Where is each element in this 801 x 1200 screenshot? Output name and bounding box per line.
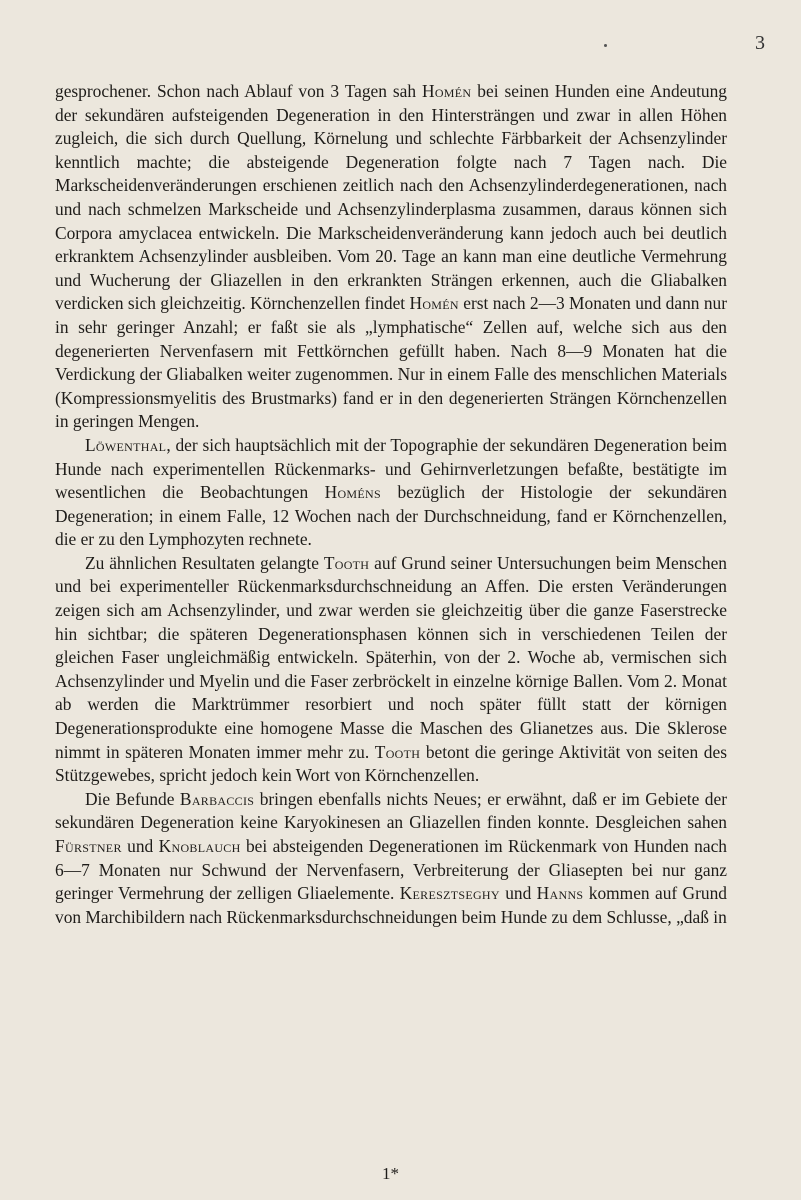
author-name: Homéns — [324, 482, 381, 503]
paragraph — [55, 552, 727, 788]
paragraph — [55, 434, 727, 552]
text-run: , der sich hauptsächlich mit der Topographie der sekundären Degeneration beim Hunde nach experimentellen Rückenmarks- und Gehirnverletzungen befaßte, bestätigte im wesentlichen die Beobachtungen — [55, 434, 727, 503]
text-run: und — [121, 836, 159, 856]
text-run: kommen auf Grund von Marchibildern nach Rückenmarksdurchschneidungen beim Hunde zu dem Schlusse, „daß in — [55, 883, 727, 927]
author-name: Fürstner — [55, 836, 122, 856]
paragraph — [55, 788, 727, 930]
author-name: Keresztseghy — [399, 883, 500, 904]
author-name: Tooth — [323, 552, 370, 573]
page-number: 3 — [755, 32, 765, 54]
text-run: und — [499, 883, 537, 904]
text-run: gesprochener. Schon nach Ablauf von 3 Tagen sah — [55, 81, 422, 101]
author-name: Homén — [421, 81, 472, 101]
body-text — [55, 80, 727, 929]
author-name: Knoblauch — [158, 836, 241, 856]
author-name: Tooth — [374, 741, 421, 762]
text-run: auf Grund seiner Untersuchungen beim Menschen und bei experimenteller Rückenmarksdurchschneidung an Affen. Die ersten Veränderungen zeigen sich am Achsenzylinder, und zwar werden sie gleichzeitig über die ganze Faserstrecke hin sichtbar; die späteren Degenerationsphasen können sich in verschiedenen Teilen der gleichen Faser ungleichmäßig entwickeln. Späterhin, von der 2. Woche ab, vermischen sich Achsenzylinder und Myelin und die Faser zerbröckelt in einzelne körnige Ballen. Vom 2. Monat ab werden die Marktrümmer resorbiert und noch später füllt statt der körnigen Degenerationsprodukte eine homogene Masse die Maschen des Glianetzes aus. Die Sklerose nimmt in späteren Monaten immer mehr zu. — [55, 552, 727, 762]
author-name: Homén — [409, 293, 459, 314]
text-run: bezüglich der Histologie der sekundären Degeneration; in einem Falle, 12 Wochen nach der Durchschneidung, fand er Körnchenzellen, die er zu den Lymphozyten rechnete. — [55, 482, 727, 550]
paragraph — [55, 80, 727, 434]
author-name: Barbaccis — [179, 788, 255, 809]
text-run: bei absteigenden Degenerationen im Rückenmark von Hunden nach 6—7 Monaten nur Schwund der Nervenfasern, Verbreiterung der Gliasepten bei nur ganz geringer Vermehrung der zelligen Gliaelemente. — [55, 836, 727, 904]
text-run: bei seinen Hunden eine Andeutung der sekundären aufsteigenden Degeneration in den Hintersträngen und zwar in allen Höhen zugleich, die sich durch Quellung, Körnelung und schlechte Färbbarkeit der Achsenzylinder kenntlich machte; die absteigende Degeneration folgte nach 7 Tagen nach. Die Markscheidenveränderungen erschienen zeitlich nach den Achsenzylinderdegenerationen, nach und nach schmelzen Markscheide und Achsenzylinderplasma zusammen, daraus können sich Corpora amyclacea entwickeln. Die Markscheidenveränderung kann jedoch auch bei deutlich erkranktem Achsenzylinder ausbleiben. Vom 20. Tage an kann man eine deutliche Vermehrung und Wucherung der Gliazellen in den erkrankten Strängen erkennen, auch die Gliabalken verdicken sich gleichzeitig. Körnchenzellen findet — [55, 81, 727, 314]
text-run: betont die geringe Aktivität von seiten des Stützgewebes, spricht jedoch kein Wort von Körnchenzellen. — [55, 741, 727, 786]
text-run: bringen ebenfalls nichts Neues; er erwähnt, daß er im Gebiete der sekundären Degeneration keine Karyokinesen an Gliazellen finden konnte. Desgleichen sahen — [55, 788, 727, 833]
author-name: Löwenthal — [85, 434, 167, 455]
author-name: Hanns — [536, 883, 584, 904]
text-run: Die Befunde — [85, 788, 180, 809]
text-run: Zu ähnlichen Resultaten gelangte — [85, 552, 324, 573]
print-speck — [604, 44, 607, 47]
signature-mark: 1* — [382, 1164, 399, 1183]
text-run: erst nach 2—3 Monaten und dann nur in sehr geringer Anzahl; er faßt sie als „lymphatische“ Zellen auf, welche sich aus den degenerierten Nervenfasern mit Fettkörnchen gefüllt haben. Nach 8—9 Monaten hat die Verdickung der Gliabalken weiter zugenommen. Nur in einem Falle des menschlichen Materials (Kompressionsmyelitis des Brustmarks) fand er in den degenerierten Strängen Körnchenzellen in geringen Mengen. — [55, 293, 727, 432]
